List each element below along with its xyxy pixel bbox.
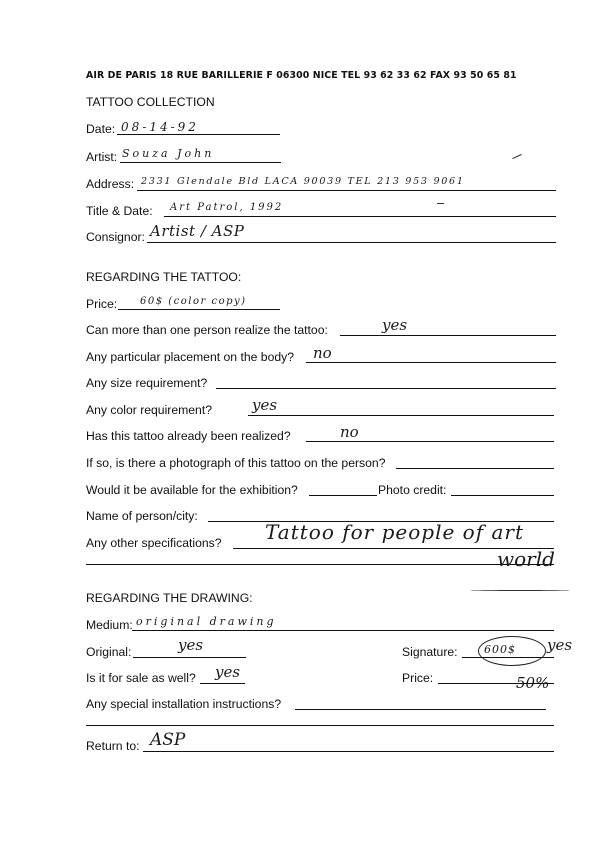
drawing-price-value[interactable]: 50% — [516, 674, 550, 692]
tattoo-section-heading: REGARDING THE TATTOO: — [86, 270, 242, 284]
medium-label: Medium: — [86, 618, 133, 632]
title-date-value[interactable]: Art Patrol, 1992 — [170, 202, 284, 213]
other-specs-line-2 — [86, 564, 554, 565]
for-sale-value[interactable]: yes — [215, 663, 241, 681]
realized-label: Has this tattoo already been realized? — [86, 429, 291, 443]
return-to-label: Return to: — [86, 739, 140, 753]
artist-line — [120, 162, 281, 163]
photo-credit-label: Photo credit: — [378, 483, 447, 497]
underline-scribble — [470, 590, 570, 591]
more-than-one-label: Can more than one person realize the tattoo: — [86, 323, 328, 337]
title-date-line — [164, 216, 556, 217]
address-value[interactable]: 2331 Glendale Bld LACA 90039 TEL 213 953 9061 — [141, 176, 465, 187]
consignor-label: Consignor: — [86, 230, 145, 244]
more-than-one-value[interactable]: yes — [382, 316, 408, 334]
artist-label: Artist: — [86, 150, 118, 164]
size-line — [216, 388, 556, 389]
consignor-value[interactable]: Artist / ASP — [150, 222, 245, 240]
date-label: Date: — [86, 122, 116, 136]
drawing-price-label: Price: — [402, 671, 434, 685]
return-to-line — [143, 751, 554, 752]
tattoo-price-label: Price: — [86, 297, 118, 311]
placement-value[interactable]: no — [313, 344, 332, 362]
address-line — [137, 190, 556, 191]
color-line — [248, 415, 554, 416]
more-than-one-line — [340, 335, 556, 336]
for-sale-line — [200, 683, 245, 684]
tattoo-price-line — [118, 309, 280, 310]
stray-mark — [437, 203, 444, 204]
placement-line — [306, 362, 556, 363]
signature-label: Signature: — [402, 645, 458, 659]
form-title: TATTOO COLLECTION — [86, 95, 215, 109]
photo-credit-line — [451, 495, 554, 496]
for-sale-label: Is it for sale as well? — [86, 671, 196, 685]
date-value[interactable]: 08-14-92 — [121, 120, 199, 134]
medium-value[interactable]: original drawing — [136, 615, 277, 628]
installation-line — [295, 709, 546, 710]
date-line — [117, 134, 280, 135]
return-to-value[interactable]: ASP — [150, 730, 186, 750]
title-date-label: Title & Date: — [86, 204, 153, 218]
original-line — [133, 657, 246, 658]
placement-label: Any particular placement on the body? — [86, 350, 294, 364]
original-label: Original: — [86, 645, 132, 659]
size-label: Any size requirement? — [86, 376, 208, 390]
gallery-header: AIR DE PARIS 18 RUE BARILLERIE F 06300 NICE TEL 93 62 33 62 FAX 93 50 65 81 — [86, 70, 517, 81]
drawing-section-heading: REGARDING THE DRAWING: — [86, 591, 253, 605]
signature-extra[interactable]: yes — [547, 636, 573, 654]
realized-line — [306, 441, 554, 442]
consignor-line — [147, 242, 556, 243]
realized-value[interactable]: no — [340, 423, 359, 441]
signature-value[interactable]: 600$ — [484, 643, 516, 656]
other-specs-value[interactable]: Tattoo for people of art — [265, 520, 524, 544]
person-city-label: Name of person/city: — [86, 509, 198, 523]
other-specs-value-2[interactable]: world — [497, 547, 555, 571]
exhibition-label: Would it be available for the exhibition? — [86, 483, 298, 497]
tattoo-price-value[interactable]: 60$ (color copy) — [140, 296, 247, 307]
photo-line — [396, 468, 554, 469]
installation-label: Any special installation instructions? — [86, 697, 282, 711]
installation-line-2 — [86, 725, 554, 726]
artist-value[interactable]: Souza John — [122, 147, 215, 160]
photo-label: If so, is there a photograph of this tattoo on the person? — [86, 456, 386, 470]
color-value[interactable]: yes — [252, 396, 278, 414]
medium-line — [132, 630, 554, 631]
exhibition-line — [309, 495, 377, 496]
other-specs-label: Any other specifications? — [86, 536, 222, 550]
color-label: Any color requirement? — [86, 403, 212, 417]
original-value[interactable]: yes — [178, 636, 204, 654]
address-label: Address: — [86, 177, 135, 191]
stray-mark — [512, 154, 521, 159]
